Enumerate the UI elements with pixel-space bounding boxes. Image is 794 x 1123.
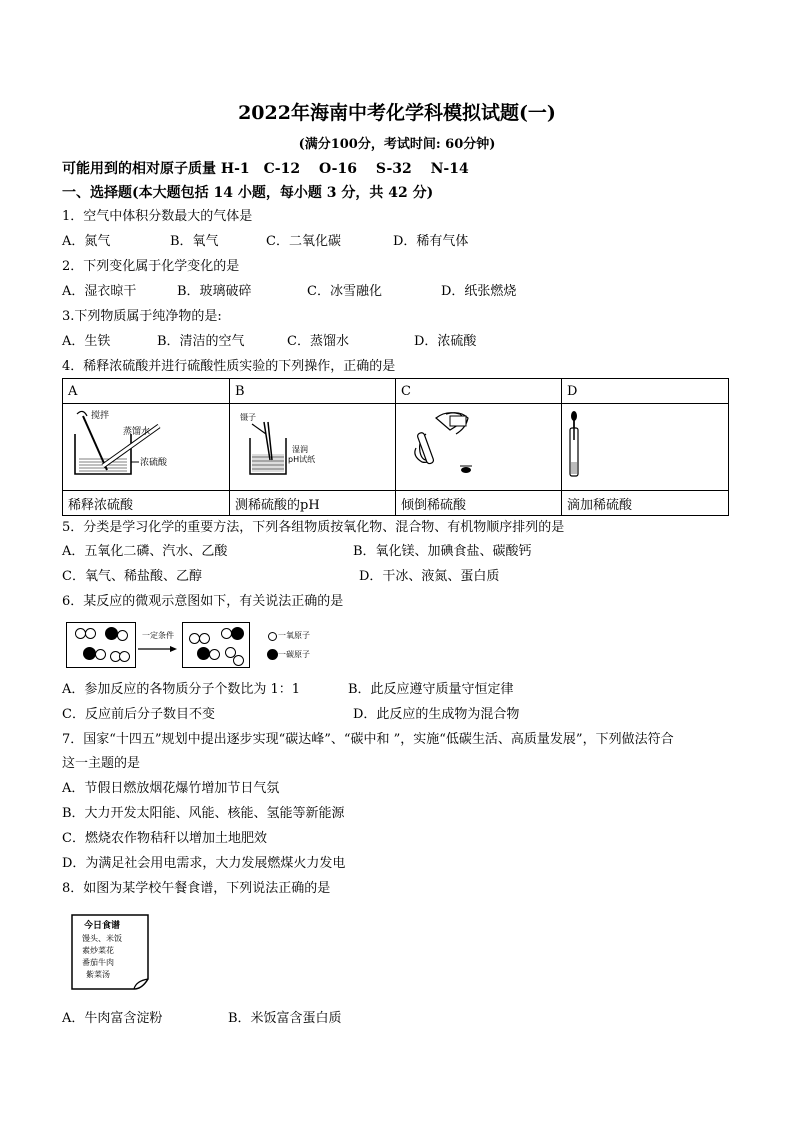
q1-option-d[interactable]: D．稀有气体 bbox=[393, 234, 469, 249]
q3-option-d[interactable]: D．浓硫酸 bbox=[414, 334, 477, 349]
q7-stem-line2: 这一主题的是 bbox=[62, 756, 141, 771]
q8-stem: 8．如图为某学校午餐食谱，下列说法正确的是 bbox=[62, 881, 331, 896]
pour-acid-illustration bbox=[396, 404, 551, 486]
q4-image-b bbox=[230, 404, 396, 491]
carbon-atom bbox=[105, 627, 118, 640]
menu-item: 素炒菜花 bbox=[82, 946, 114, 955]
q2-option-c[interactable]: C．冰雪融化 bbox=[307, 284, 382, 299]
oxygen-atom bbox=[233, 655, 244, 666]
q7-option-b[interactable]: B．大力开发太阳能、风能、核能、氢能等新能源 bbox=[62, 806, 345, 821]
q2-stem: 2．下列变化属于化学变化的是 bbox=[62, 259, 240, 274]
oxygen-atom bbox=[117, 630, 128, 641]
q8-option-a[interactable]: A．牛肉富含淀粉 bbox=[62, 1011, 163, 1026]
q3-option-a[interactable]: A．生铁 bbox=[62, 334, 111, 349]
menu-item: 馒头、米饭 bbox=[82, 934, 122, 943]
q1-option-c[interactable]: C．二氧化碳 bbox=[266, 234, 341, 249]
water-label: 蒸馏水 bbox=[123, 427, 151, 437]
q5-option-a[interactable]: A．五氧化二磷、汽水、乙酸 bbox=[62, 544, 228, 559]
q6-option-d[interactable]: D．此反应的生成物为混合物 bbox=[353, 707, 520, 722]
q3-stem: 3.下列物质属于纯净物的是: bbox=[62, 309, 222, 324]
q1-option-a[interactable]: A．氮气 bbox=[62, 234, 111, 249]
q2-option-d[interactable]: D．纸张燃烧 bbox=[441, 284, 517, 299]
paper-label-2: pH试纸 bbox=[288, 455, 316, 464]
q4-header-c[interactable]: C bbox=[396, 379, 562, 404]
menu-item: 紫菜汤 bbox=[86, 970, 110, 979]
q4-stem: 4．稀释浓硫酸并进行硫酸性质实验的下列操作，正确的是 bbox=[62, 359, 396, 374]
q6-option-b[interactable]: B．此反应遵守质量守恒定律 bbox=[348, 682, 514, 697]
reaction-arrow bbox=[138, 642, 178, 650]
reactant-box bbox=[66, 622, 136, 668]
drop-acid-illustration bbox=[562, 404, 722, 486]
atomic-mass-line: 可能用到的相对原子质量 H-1 C-12 O-16 S-32 N-14 bbox=[62, 161, 469, 177]
q4-header-d[interactable]: D bbox=[562, 379, 729, 404]
q5-stem: 5．分类是学习化学的重要方法，下列各组物质按氧化物、混合物、有机物顺序排列的是 bbox=[62, 520, 565, 535]
q4-image-d bbox=[562, 404, 729, 491]
acid-label: 浓硫酸 bbox=[140, 458, 168, 468]
q4-options-table bbox=[62, 378, 729, 516]
q1-stem: 1．空气中体积分数最大的气体是 bbox=[62, 209, 253, 224]
q5-option-d[interactable]: D．干冰、液氮、蛋白质 bbox=[359, 569, 500, 584]
product-box bbox=[182, 622, 250, 668]
carbon-atom bbox=[231, 627, 244, 640]
oxygen-atom bbox=[85, 628, 96, 639]
q6-stem: 6．某反应的微观示意图如下，有关说法正确的是 bbox=[62, 594, 344, 609]
legend-carbon-icon bbox=[267, 649, 278, 660]
q6-option-a[interactable]: A．参加反应的各物质分子个数比为 1：1 bbox=[62, 682, 301, 697]
q4-caption-c: 倾倒稀硫酸 bbox=[396, 491, 562, 516]
section-heading: 一、选择题(本大题包括 14 小题，每小题 3 分，共 42 分) bbox=[62, 185, 434, 201]
oxygen-atom bbox=[119, 651, 130, 662]
q7-option-c[interactable]: C．燃烧农作物秸秆以增加土地肥效 bbox=[62, 831, 267, 846]
q4-header-b[interactable]: B bbox=[230, 379, 396, 404]
oxygen-atom bbox=[95, 649, 106, 660]
q4-image-c bbox=[396, 404, 562, 491]
menu-item: 番茄牛肉 bbox=[82, 958, 114, 967]
q2-option-b[interactable]: B．玻璃破碎 bbox=[177, 284, 252, 299]
q5-option-b[interactable]: B．氧化镁、加碘食盐、碳酸钙 bbox=[353, 544, 532, 559]
q7-option-d[interactable]: D．为满足社会用电需求，大力发展燃煤火力发电 bbox=[62, 856, 346, 871]
q4-image-a bbox=[63, 404, 230, 491]
legend-carbon-label: 一碳原子 bbox=[278, 650, 310, 659]
condition-label: 一定条件 bbox=[142, 631, 174, 640]
q2-option-a[interactable]: A．湿衣晾干 bbox=[62, 284, 137, 299]
lunch-menu-card bbox=[68, 913, 152, 991]
q7-stem-line1: 7．国家“十四五”规划中提出逐步实现“碳达峰”、“碳中和 ”，实施“低碳生活、高质量发展”，下列做法符合 bbox=[62, 732, 674, 747]
dilute-acid-illustration bbox=[63, 404, 223, 486]
q4-caption-d: 滴加稀硫酸 bbox=[562, 491, 729, 516]
q4-caption-a: 稀释浓硫酸 bbox=[63, 491, 230, 516]
reaction-diagram bbox=[66, 620, 310, 670]
q7-option-a[interactable]: A．节假日燃放烟花爆竹增加节日气氛 bbox=[62, 781, 280, 796]
q3-option-c[interactable]: C．蒸馏水 bbox=[287, 334, 349, 349]
q3-option-b[interactable]: B．清洁的空气 bbox=[157, 334, 245, 349]
q4-caption-b: 测稀硫酸的pH bbox=[230, 491, 396, 516]
page-title: 2022年海南中考化学科模拟试题(一) bbox=[238, 102, 556, 124]
tweezers-label: 镊子 bbox=[240, 413, 256, 422]
legend-oxygen-label: 一氧原子 bbox=[278, 631, 310, 640]
q1-option-b[interactable]: B．氧气 bbox=[170, 234, 219, 249]
oxygen-atom bbox=[209, 649, 220, 660]
stir-label: 搅拌 bbox=[91, 411, 110, 421]
ph-test-illustration bbox=[230, 404, 385, 486]
q4-header-a[interactable]: A bbox=[63, 379, 230, 404]
q6-option-c[interactable]: C．反应前后分子数目不变 bbox=[62, 707, 215, 722]
q5-option-c[interactable]: C．氧气、稀盐酸、乙醇 bbox=[62, 569, 202, 584]
oxygen-atom bbox=[199, 633, 210, 644]
menu-title: 今日食谱 bbox=[84, 921, 121, 931]
legend-oxygen-icon bbox=[268, 632, 277, 641]
exam-subtitle: (满分100分，考试时间: 60分钟) bbox=[298, 137, 496, 152]
q8-option-b[interactable]: B．米饭富含蛋白质 bbox=[228, 1011, 342, 1026]
paper-label-1: 湿润 bbox=[292, 445, 308, 454]
